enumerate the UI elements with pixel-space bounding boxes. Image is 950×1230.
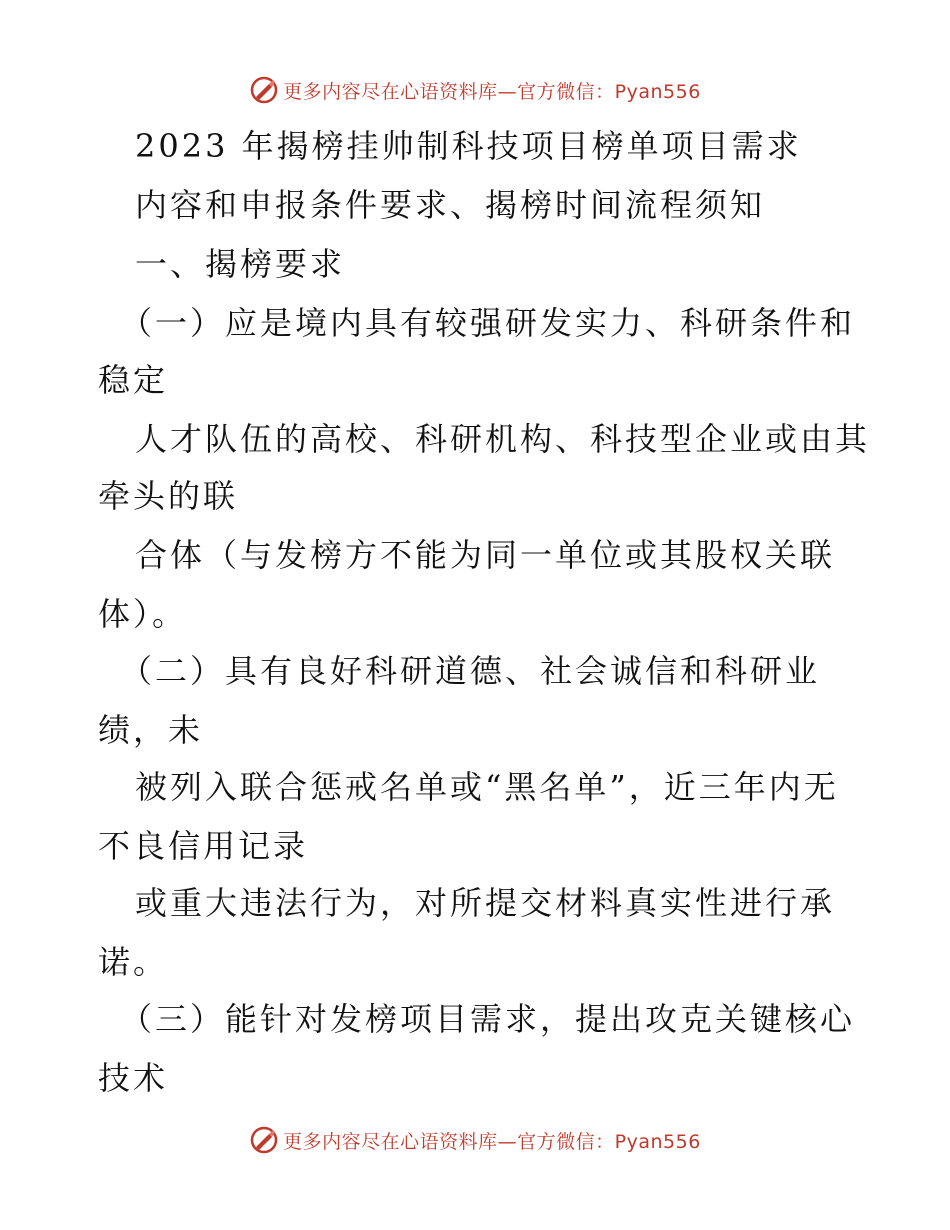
paragraph-line: 稳定 bbox=[98, 361, 169, 399]
paragraph-line: 绩，未 bbox=[98, 711, 204, 749]
paragraph-line: 人才队伍的高校、科研机构、科技型企业或由其 bbox=[135, 420, 871, 458]
banner-text: 更多内容尽在心语资料库—官方微信：Pyan556 bbox=[283, 1130, 701, 1153]
paragraph-line: 体）。 bbox=[98, 595, 188, 633]
document-title-line-1: 2023 年揭榜挂帅制科技项目榜单项目需求 bbox=[135, 127, 802, 165]
paragraph-line: 合体（与发榜方不能为同一单位或其股权关联 bbox=[135, 536, 836, 574]
paragraph-line: 不良信用记录 bbox=[98, 827, 309, 865]
paragraph-line: （一）应是境内具有较强研发实力、科研条件和 bbox=[120, 304, 856, 342]
pen-logo-icon bbox=[249, 1125, 279, 1155]
section-heading: 一、揭榜要求 bbox=[135, 245, 346, 283]
banner-text: 更多内容尽在心语资料库—官方微信：Pyan556 bbox=[283, 80, 701, 103]
document-title-line-2: 内容和申报条件要求、揭榜时间流程须知 bbox=[135, 186, 766, 224]
paragraph-line: 诺。 bbox=[98, 943, 169, 981]
paragraph-line: 技术 bbox=[98, 1059, 169, 1097]
paragraph-line: 或重大违法行为，对所提交材料真实性进行承 bbox=[135, 884, 836, 922]
paragraph-line: （三）能针对发榜项目需求，提出攻克关键核心 bbox=[120, 1000, 856, 1038]
paragraph-line: （二）具有良好科研道德、社会诚信和科研业 bbox=[120, 652, 821, 690]
paragraph-line: 被列入联合惩戒名单或“黑名单”，近三年内无 bbox=[135, 768, 839, 806]
footer-watermark-banner bbox=[0, 1120, 950, 1160]
paragraph-line: 牵头的联 bbox=[98, 477, 239, 515]
